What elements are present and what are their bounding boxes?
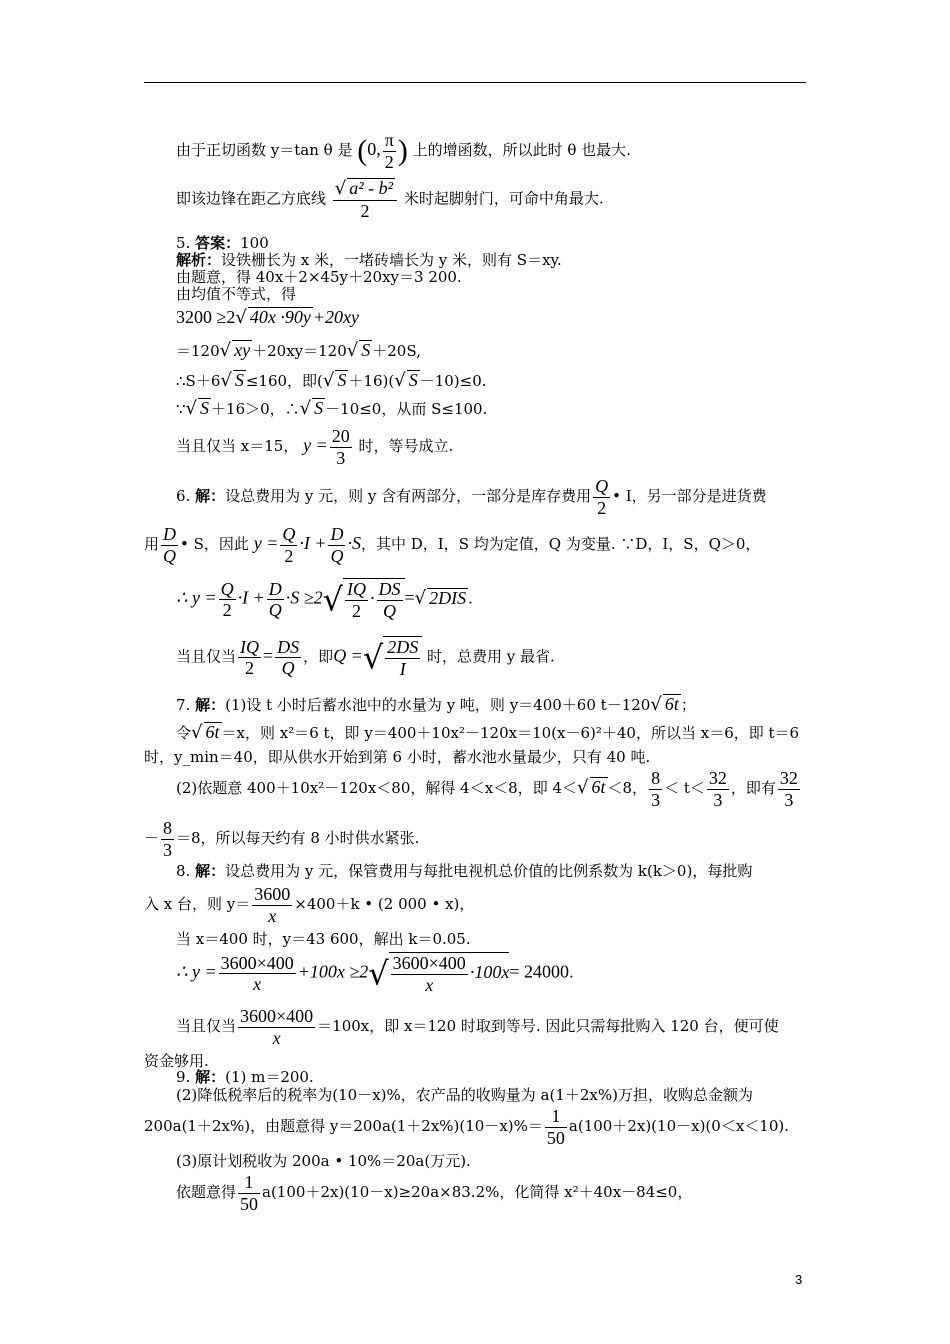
radical-sign: √ bbox=[334, 178, 347, 199]
text: (1)设 t 小时后蓄水池中的水量为 y 吨，则 y＝400＋60 t－120 bbox=[225, 696, 651, 714]
text: －10≤0，从而 S≤100. bbox=[325, 400, 488, 418]
radical-sign: √ bbox=[362, 638, 384, 677]
fraction bbox=[593, 476, 610, 518]
denominator: x bbox=[268, 905, 277, 926]
fraction bbox=[330, 426, 352, 468]
math-line bbox=[176, 398, 806, 420]
text-line bbox=[176, 251, 806, 269]
denominator: 2 bbox=[222, 600, 232, 621]
denominator: 3 bbox=[163, 839, 173, 860]
denominator: Q bbox=[268, 600, 282, 621]
numerator: 3600×400 bbox=[220, 952, 294, 973]
radical-sign: √ bbox=[299, 398, 312, 419]
header-rule bbox=[144, 82, 806, 83]
fraction bbox=[383, 130, 396, 172]
fraction bbox=[275, 637, 301, 679]
math-line bbox=[176, 370, 806, 392]
expr: Q = bbox=[333, 645, 363, 666]
math-line bbox=[176, 426, 806, 468]
expr: +20xy bbox=[312, 307, 359, 327]
radical-sign: √ bbox=[322, 580, 344, 619]
fraction bbox=[267, 579, 284, 621]
denominator: 2 bbox=[284, 545, 294, 566]
expr: ·I + bbox=[299, 533, 327, 554]
radicand: S bbox=[361, 340, 371, 360]
numerator: D bbox=[268, 578, 282, 599]
paren-left: ( bbox=[357, 134, 368, 168]
radicand bbox=[389, 952, 510, 995]
text: 资金够用. bbox=[144, 1052, 209, 1070]
math-line bbox=[176, 578, 806, 621]
text: ×400＋k • (2 000 • x)， bbox=[294, 895, 475, 914]
label: 解析： bbox=[176, 251, 222, 269]
fraction bbox=[238, 1006, 315, 1048]
text: ＋16＞0，∴ bbox=[211, 400, 300, 418]
text: 当 x＝400 时，y＝43 600，解出 k＝0.05. bbox=[176, 930, 471, 948]
fraction bbox=[252, 884, 292, 926]
math-line bbox=[176, 636, 806, 679]
fraction bbox=[778, 768, 800, 810]
numerator: 32 bbox=[779, 768, 798, 788]
denominator: x bbox=[272, 1027, 281, 1048]
radicand: xy bbox=[234, 340, 251, 360]
numerator: 2DS bbox=[387, 637, 419, 657]
text: 即该边锋在距乙方底线 bbox=[176, 189, 327, 208]
denominator: 2 bbox=[597, 497, 607, 518]
text-line bbox=[144, 1106, 806, 1148]
radical-sign: √ bbox=[185, 398, 198, 419]
fraction bbox=[219, 953, 296, 995]
text: ，其中 D，I，S 均为定值，Q 为变量. ∵D，I，S，Q＞0， bbox=[360, 535, 761, 554]
text-line bbox=[176, 694, 806, 716]
numerator: 8 bbox=[651, 768, 661, 788]
text: (1) m＝200. bbox=[225, 1068, 314, 1086]
numerator: D bbox=[163, 524, 177, 544]
radicand: 6t bbox=[205, 722, 220, 742]
text: 依题意得 bbox=[176, 1183, 237, 1202]
fraction bbox=[707, 768, 729, 810]
text: 设总费用为 y 元，则 y 含有两部分，一部分是库存费用 bbox=[225, 487, 592, 506]
text-line bbox=[144, 524, 806, 566]
radicand: 40x ·90y bbox=[249, 307, 311, 327]
denominator: 3 bbox=[784, 789, 794, 810]
numerator bbox=[333, 178, 397, 201]
expr: ·S bbox=[347, 533, 361, 554]
numerator: 20 bbox=[331, 426, 350, 446]
fraction bbox=[328, 524, 345, 566]
text: 由题意，得 40x＋2×45y＋20xy＝3 200. bbox=[176, 268, 462, 286]
label: 解： bbox=[195, 487, 226, 506]
text-line bbox=[176, 1172, 806, 1214]
text: (2)依题意 400＋10x²－120x＜80，解得 4＜x＜8，即 4＜ bbox=[176, 779, 578, 798]
expr: ∴ y = bbox=[176, 961, 217, 982]
denominator: 2 bbox=[384, 151, 394, 172]
fraction bbox=[161, 818, 174, 860]
text-line bbox=[176, 234, 806, 252]
text: • I，另一部分是进货费 bbox=[612, 487, 767, 506]
numerator: Q bbox=[282, 524, 296, 544]
math-line bbox=[176, 340, 806, 362]
radical-sign: √ bbox=[235, 307, 247, 328]
text: ＝x，则 x²＝6 t，即 y＝400＋10x²－120x＝10(x－6)²＋40，所以当 x＝6，即 t＝6 bbox=[221, 724, 800, 742]
text: ＝120 bbox=[176, 342, 220, 360]
question-number: 8. bbox=[176, 862, 191, 880]
numerator: 3600×400 bbox=[392, 953, 466, 973]
text: (3)原计划税收为 200a • 10%＝20a(万元). bbox=[176, 1152, 471, 1170]
denominator: x bbox=[253, 974, 262, 995]
fraction bbox=[161, 524, 178, 566]
denominator: 2 bbox=[245, 658, 255, 679]
numerator: IQ bbox=[347, 579, 367, 599]
radicand: S bbox=[314, 398, 324, 418]
math-line bbox=[176, 307, 806, 329]
text: ＋20xy＝120 bbox=[252, 342, 347, 360]
question-number: 9. bbox=[176, 1068, 191, 1086]
interval-start: 0, bbox=[367, 139, 381, 160]
text: 200a(1＋2x%)，由题意得 y＝200a(1＋2x%)(10－x)%＝ bbox=[144, 1117, 543, 1136]
text: 时，总费用 y 最省. bbox=[427, 647, 555, 666]
radical-sign: √ bbox=[368, 954, 389, 993]
text: ＜ t＜ bbox=[664, 779, 705, 798]
radical-sign: √ bbox=[220, 370, 232, 391]
radicand: S bbox=[408, 370, 418, 390]
text: 由于正切函数 y＝tan θ 是 bbox=[176, 141, 353, 160]
fraction bbox=[385, 637, 420, 679]
radicand: 6t bbox=[591, 777, 606, 798]
text-line bbox=[176, 768, 806, 810]
numerator: D bbox=[330, 524, 344, 544]
text-line bbox=[176, 178, 806, 221]
radicand: S bbox=[234, 370, 244, 390]
text: 令 bbox=[176, 724, 192, 742]
expr: ·I + bbox=[237, 587, 265, 608]
fraction bbox=[280, 524, 297, 566]
radicand: a² - b² bbox=[349, 178, 394, 198]
expr: ·S ≥2 bbox=[285, 587, 323, 608]
expr: = bbox=[263, 645, 274, 666]
paren-right: ) bbox=[397, 134, 408, 168]
label: 解： bbox=[195, 862, 226, 880]
radical-sign: √ bbox=[219, 340, 232, 361]
text: 时，y_min＝40，即从供水开始到第 6 小时，蓄水池水量最少，只有 40 吨. bbox=[144, 748, 651, 766]
text: ，即 bbox=[303, 647, 334, 666]
text-line bbox=[176, 1006, 806, 1048]
expr: ∴ y = bbox=[176, 587, 217, 608]
fraction bbox=[333, 178, 397, 221]
fraction bbox=[391, 953, 468, 995]
text-line bbox=[176, 130, 806, 172]
expr: y = bbox=[253, 533, 279, 554]
label: 解： bbox=[195, 1068, 226, 1086]
text: 设铁栅长为 x 米，一堵砖墙长为 y 米，则有 S＝xy. bbox=[221, 251, 562, 269]
text: (2)降低税率后的税率为(10－x)%，农产品的收购量为 a(1＋2x%)万担，收购总金额为 bbox=[176, 1086, 753, 1104]
radicand: 2DIS bbox=[429, 587, 467, 608]
denominator: 50 bbox=[240, 1193, 259, 1214]
text-line bbox=[144, 818, 806, 860]
radical-sign: √ bbox=[394, 370, 406, 391]
radicand bbox=[383, 636, 422, 679]
text-line bbox=[144, 748, 806, 766]
radical-sign: √ bbox=[414, 587, 427, 609]
denominator: 3 bbox=[651, 789, 661, 810]
numerator: 1 bbox=[545, 1106, 567, 1128]
question-number: 5. bbox=[176, 234, 191, 252]
denominator: Q bbox=[163, 545, 177, 566]
text: ＝8，所以每天约有 8 小时供水紧张. bbox=[176, 829, 420, 848]
denominator: 3 bbox=[713, 789, 723, 810]
numerator: DS bbox=[277, 636, 300, 657]
expr: = bbox=[404, 587, 415, 608]
page-number: 3 bbox=[795, 1272, 803, 1287]
text-line bbox=[176, 476, 806, 518]
expr: y = bbox=[303, 435, 328, 456]
denominator: Q bbox=[383, 600, 397, 621]
text-line bbox=[144, 884, 806, 926]
numerator: 8 bbox=[163, 818, 173, 838]
text: ＝100x，即 x＝120 时取到等号. 因此只需每批购入 120 台，便可使 bbox=[317, 1017, 779, 1036]
text: 当且仅当 bbox=[176, 1017, 237, 1036]
numerator: π bbox=[384, 130, 394, 150]
text: － bbox=[144, 829, 160, 848]
text: a(100＋2x)(10－x)≥20a×83.2%，化简得 x²＋40x－84≤0， bbox=[262, 1183, 693, 1202]
text: a(100＋2x)(10－x)(0＜x＜10). bbox=[568, 1117, 789, 1136]
text: ≤160，即( bbox=[245, 372, 323, 390]
expr: ·100x bbox=[469, 962, 510, 983]
text-line bbox=[176, 268, 806, 286]
expr: = 24000 bbox=[509, 961, 569, 982]
fraction bbox=[377, 579, 403, 621]
text: ＜8， bbox=[607, 779, 648, 798]
text: ∴S＋6 bbox=[176, 372, 221, 390]
text: • S，因此 bbox=[180, 535, 249, 554]
radical-sign: √ bbox=[191, 722, 203, 743]
radicand: S bbox=[200, 398, 210, 418]
text: 米时起脚射门，可命中角最大. bbox=[403, 189, 604, 208]
question-number: 7. bbox=[176, 696, 191, 714]
text: 设总费用为 y 元，保管费用与每批电视机总价值的比例系数为 k(k＞0)，每批购 bbox=[225, 862, 753, 880]
radical-sign: √ bbox=[346, 340, 359, 361]
label: 解： bbox=[195, 696, 226, 714]
text: ，即有 bbox=[730, 779, 776, 798]
numerator: 3600 bbox=[254, 884, 291, 904]
text-line bbox=[176, 1068, 806, 1086]
text: . bbox=[468, 589, 473, 608]
text-line bbox=[176, 285, 806, 303]
numerator: 3600×400 bbox=[240, 1006, 314, 1026]
text: 上的增函数，所以此时 θ 也最大. bbox=[412, 141, 631, 160]
text: . bbox=[568, 963, 574, 982]
text: 当且仅当 x＝15， bbox=[176, 437, 299, 456]
dot: · bbox=[370, 588, 375, 609]
denominator: Q bbox=[330, 545, 344, 566]
radical-sign: √ bbox=[650, 694, 662, 715]
radicand: S bbox=[337, 370, 347, 390]
text: 当且仅当 bbox=[176, 647, 237, 666]
text-line bbox=[176, 930, 806, 948]
denominator: 2 bbox=[352, 600, 362, 621]
text: ＋16)( bbox=[348, 372, 395, 390]
math-line bbox=[176, 952, 806, 995]
text: ∵ bbox=[176, 400, 186, 418]
numerator: IQ bbox=[240, 636, 260, 657]
text-line bbox=[176, 722, 806, 744]
label: 答案： bbox=[195, 234, 241, 252]
expr: 3200 ≥2 bbox=[176, 307, 236, 327]
radical-sign: √ bbox=[322, 370, 335, 391]
text-line bbox=[176, 1152, 806, 1170]
denominator: 50 bbox=[546, 1127, 565, 1148]
numerator: Q bbox=[220, 578, 234, 599]
text: ； bbox=[680, 696, 696, 714]
text-line bbox=[176, 862, 806, 880]
text: 时，等号成立. bbox=[358, 437, 454, 456]
denominator: 3 bbox=[336, 447, 346, 468]
radicand bbox=[343, 578, 405, 621]
fraction bbox=[345, 579, 368, 621]
answer: 100 bbox=[240, 234, 269, 252]
text: 用 bbox=[144, 535, 160, 554]
denominator: Q bbox=[281, 658, 295, 679]
fraction bbox=[649, 768, 662, 810]
radicand: 6t bbox=[664, 694, 679, 714]
text: 由均值不等式，得 bbox=[176, 285, 297, 303]
expr: +100x ≥2 bbox=[297, 961, 369, 982]
fraction bbox=[545, 1106, 567, 1148]
denominator: 2 bbox=[360, 200, 370, 221]
numerator: 32 bbox=[708, 768, 727, 788]
numerator: Q bbox=[595, 476, 609, 496]
denominator: x bbox=[425, 974, 434, 995]
text-line bbox=[176, 1086, 806, 1104]
denominator: I bbox=[399, 658, 406, 679]
numerator: 1 bbox=[238, 1172, 260, 1194]
numerator: DS bbox=[378, 579, 401, 599]
fraction bbox=[219, 579, 236, 621]
text: 入 x 台，则 y＝ bbox=[144, 895, 251, 914]
radical-sign: √ bbox=[577, 777, 589, 799]
question-number: 6. bbox=[176, 487, 191, 506]
fraction bbox=[238, 1172, 260, 1214]
fraction bbox=[238, 637, 261, 679]
text: －10)≤0. bbox=[419, 372, 487, 390]
text: ＋20S, bbox=[372, 342, 421, 360]
